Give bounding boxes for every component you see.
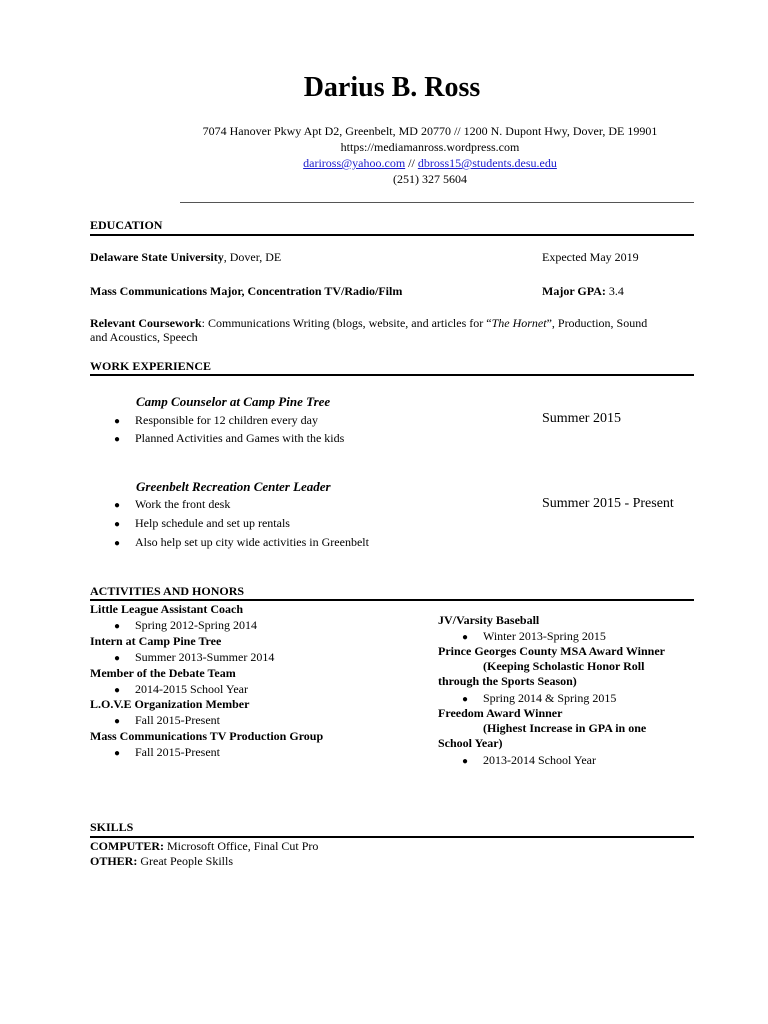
- activities-heading: ACTIVITIES AND HONORS: [90, 584, 245, 598]
- activity-item: Summer 2013-Summer 2014: [135, 650, 275, 664]
- job-date: Summer 2015: [542, 411, 621, 426]
- phone: (251) 327 5604: [393, 172, 467, 186]
- bullet-icon: ●: [462, 694, 469, 705]
- work-heading: WORK EXPERIENCE: [90, 359, 212, 373]
- honor-title: Prince Georges County MSA Award Winner: [438, 644, 665, 658]
- honor-item: Spring 2014 & Spring 2015: [483, 691, 617, 705]
- skills-heading: SKILLS: [90, 820, 134, 834]
- activity-item: Fall 2015-Present: [135, 713, 220, 727]
- honor-subtitle: through the Sports Season): [438, 674, 577, 688]
- job-bullet: Planned Activities and Games with the kids: [135, 431, 345, 445]
- email-line: [160, 155, 700, 171]
- coursework-line-2: and Acoustics, Speech: [90, 330, 198, 344]
- honor-subtitle: School Year): [438, 736, 503, 750]
- activity-title: L.O.V.E Organization Member: [90, 697, 250, 711]
- skills-other: [90, 854, 233, 869]
- skills-rule: [90, 836, 694, 838]
- coursework-line-1: [90, 316, 647, 331]
- activity-title: Little League Assistant Coach: [90, 602, 243, 616]
- resume-name: Darius B. Ross: [303, 72, 481, 103]
- school-name: Delaware State University: [90, 250, 224, 264]
- bullet-icon: ●: [462, 756, 469, 767]
- gpa-label: Major GPA:: [542, 284, 606, 298]
- activity-item: 2014-2015 School Year: [135, 682, 248, 696]
- job-title: Camp Counselor at Camp Pine Tree: [136, 394, 331, 409]
- honor-subtitle: (Highest Increase in GPA in one: [483, 721, 647, 735]
- website[interactable]: https://mediamanross.wordpress.com: [340, 140, 520, 154]
- education-rule: [90, 234, 694, 236]
- email-separator: //: [405, 156, 418, 170]
- gpa: [542, 284, 624, 299]
- school-location: , Dover, DE: [223, 250, 282, 264]
- email-link-yahoo[interactable]: dariross@yahoo.com: [303, 156, 406, 170]
- bullet-icon: ●: [114, 685, 121, 696]
- bullet-icon: ●: [114, 519, 121, 530]
- job-bullet: Also help set up city wide activities in Greenbelt: [135, 535, 369, 549]
- honor-subtitle: (Keeping Scholastic Honor Roll: [483, 659, 645, 673]
- skills-computer: [90, 839, 318, 854]
- honor-item: Winter 2013-Spring 2015: [483, 629, 606, 643]
- bullet-icon: ●: [114, 416, 121, 427]
- job-bullet: Responsible for 12 children every day: [135, 413, 318, 427]
- job-bullet: Work the front desk: [135, 497, 231, 511]
- bullet-icon: ●: [114, 716, 121, 727]
- major: Mass Communications Major, Concentration TV/Radio/Film: [90, 284, 403, 298]
- job-title: Greenbelt Recreation Center Leader: [136, 479, 331, 494]
- email-link-student[interactable]: dbross15@students.desu.edu: [417, 156, 557, 170]
- job-bullet: Help schedule and set up rentals: [135, 516, 290, 530]
- coursework-text-end: ”, Production, Sound: [546, 316, 648, 330]
- gpa-value: 3.4: [605, 284, 624, 298]
- bullet-icon: ●: [462, 632, 469, 643]
- activity-title: Intern at Camp Pine Tree: [90, 634, 222, 648]
- computer-label: COMPUTER:: [90, 839, 164, 853]
- activity-item: Fall 2015-Present: [135, 745, 220, 759]
- address: 7074 Hanover Pkwy Apt D2, Greenbelt, MD 20770 // 1200 N. Dupont Hwy, Dover, DE 19901: [202, 124, 658, 138]
- bullet-icon: ●: [114, 748, 121, 759]
- bullet-icon: ●: [114, 434, 121, 445]
- other-label: OTHER:: [90, 854, 138, 868]
- job-date: Summer 2015 - Present: [542, 496, 674, 511]
- bullet-icon: ●: [114, 653, 121, 664]
- header-divider: [180, 202, 694, 203]
- coursework-label: Relevant Coursework: [90, 316, 202, 330]
- expected-graduation: Expected May 2019: [542, 250, 639, 264]
- activities-rule: [90, 599, 694, 601]
- bullet-icon: ●: [114, 621, 121, 632]
- bullet-icon: ●: [114, 500, 121, 511]
- school-line: [90, 250, 281, 265]
- coursework-italic: The Hornet: [491, 316, 547, 330]
- education-heading: EDUCATION: [90, 218, 163, 232]
- activity-title: Member of the Debate Team: [90, 666, 236, 680]
- other-value: Great People Skills: [137, 854, 233, 868]
- honor-item: 2013-2014 School Year: [483, 753, 596, 767]
- honor-title: JV/Varsity Baseball: [438, 613, 540, 627]
- activity-title: Mass Communications TV Production Group: [90, 729, 324, 743]
- coursework-text: : Communications Writing (blogs, website, and articles for “: [201, 316, 492, 330]
- bullet-icon: ●: [114, 538, 121, 549]
- work-rule: [90, 374, 694, 376]
- honor-title: Freedom Award Winner: [438, 706, 563, 720]
- activity-item: Spring 2012-Spring 2014: [135, 618, 258, 632]
- computer-value: Microsoft Office, Final Cut Pro: [164, 839, 319, 853]
